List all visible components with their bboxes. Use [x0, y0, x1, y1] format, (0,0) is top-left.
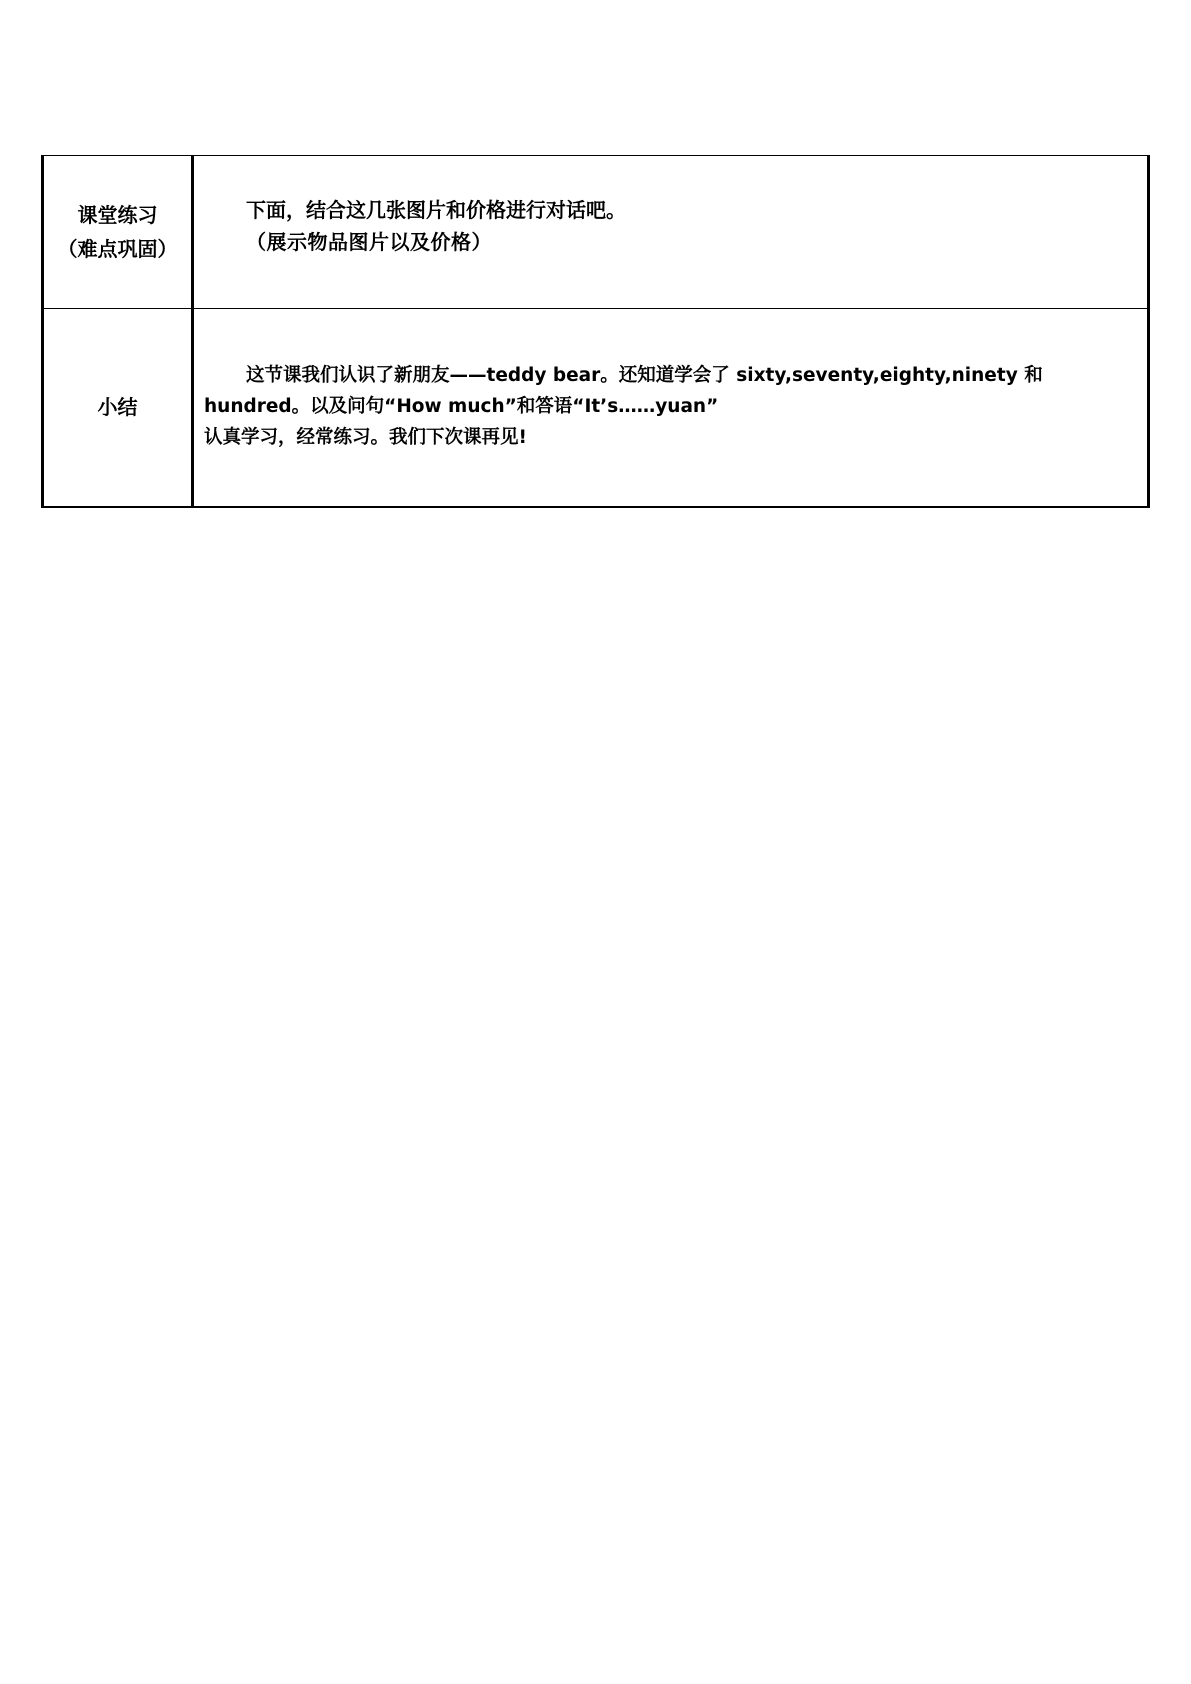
lesson-plan-table — [41, 155, 1150, 508]
table-row-practice — [43, 156, 1149, 309]
summary-text: 这节课我们认识了新朋友——teddy bear。还知道学会了 sixty,seventy,eighty,ninety 和 hundred。以及问句“How much”和答语“It’s……yuan” — [204, 364, 1043, 417]
practice-instruction: 下面，结合这几张图片和价格进行对话吧。 — [246, 198, 626, 222]
practice-note: （展示物品图片以及价格） — [246, 230, 492, 254]
practice-label-title: 课堂练习 — [77, 203, 158, 227]
summary-closing: 认真学习，经常练习。我们下次课再见! — [204, 426, 527, 448]
practice-label-subtitle: （难点巩固） — [57, 237, 178, 261]
summary-label-title: 小结 — [97, 395, 138, 420]
table-row-summary — [43, 309, 1149, 507]
practice-label-cell — [43, 156, 193, 309]
practice-content-cell — [193, 156, 1149, 309]
summary-content-cell — [193, 309, 1149, 507]
summary-label-cell — [43, 309, 193, 507]
summary-paragraph — [204, 360, 1137, 422]
